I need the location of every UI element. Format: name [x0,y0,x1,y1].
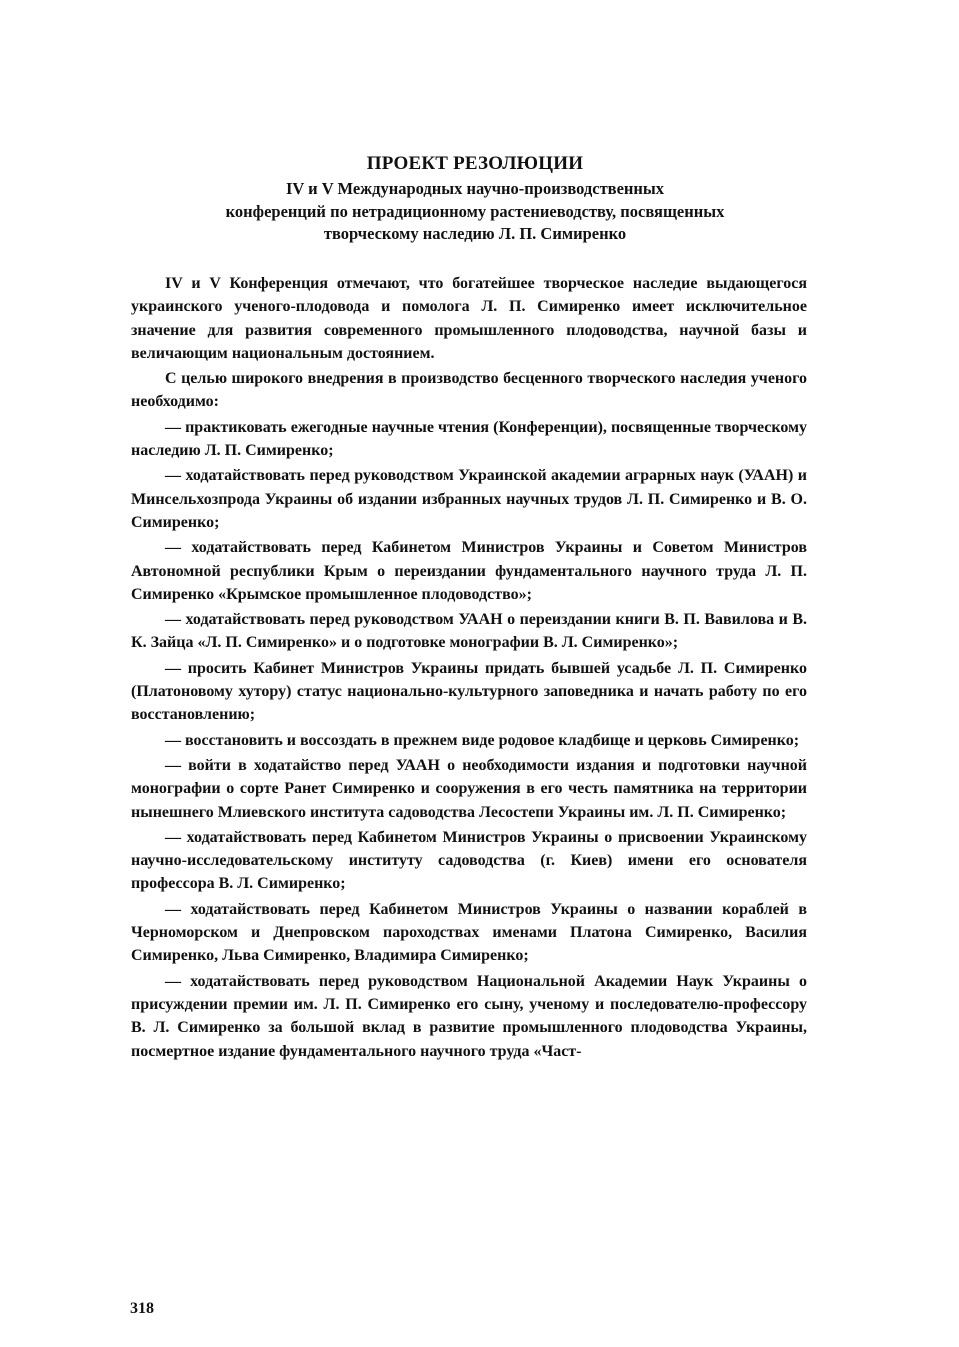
document-title: ПРОЕКТ РЕЗОЛЮЦИИ [366,153,584,174]
paragraph-purpose: С целью широкого внедрения в производство бесценного творческого наследия ученого необходимо: [131,370,807,411]
resolution-item: — ходатайствовать перед Кабинетом Министров Украины о присвоении Украинскому научно-исследовательскому институту садоводства (г. Киев) имени его основателя профессора В. Л. Симиренко; [131,828,807,893]
resolution-item: — ходатайствовать перед Кабинетом Министров Украины и Советом Министров Автономной республики Крым о переиздании фундаментального научного труда Л. П. Симиренко «Крымское промышленное плодоводство»; [131,539,807,603]
resolution-item: — ходатайствовать перед руководством Украинской академии аграрных наук (УААН) и Минсельхозпрода Украины об издании избранных научных трудов Л. П. Симиренко и В. О. Симиренко; [131,467,807,531]
document-body [131,272,807,1065]
resolution-item: — войти в ходатайство перед УААН о необходимости издания и подготовки научной монографии о сорте Ранет Симиренко и сооружения в его честь памятника на территории нынешнего Млиевского института садоводства Лесостепи Украины им. Л. П. Симиренко; [131,756,807,821]
paragraph-intro: IV и V Конференция отмечают, что богатейшее творческое наследие выдающегося украинского ученого-плодовода и помолога Л. П. Симиренко имеет исключительное значение для развития современного промышленного плодоводства, научной базы и величающим национальным достоянием. [131,275,807,362]
resolution-item: — восстановить и воссоздать в прежнем виде родовое кладбище и церковь Симиренко; [165,731,800,749]
resolution-item: — ходатайствовать перед руководством УААН о переиздании книги В. П. Вавилова и В. К. Зайца «Л. П. Симиренко» и о подготовке монографии В. Л. Симиренко»; [131,611,807,652]
resolution-item: — просить Кабинет Министров Украины придать бывшей усадьбе Л. П. Симиренко (Платоновому хутору) статус национально-культурного заповедника и начать работу по его восстановлению; [131,659,807,724]
subtitle-line: творческому наследию Л. П. Симиренко [323,224,627,243]
page-number: 318 [130,1300,154,1317]
document-subtitle [130,178,820,246]
resolution-item: — практиковать ежегодные научные чтения (Конференции), посвященные творческому наследию Л. П. Симиренко; [131,418,807,460]
resolution-item: — ходатайствовать перед Кабинетом Министров Украины о названии кораблей в Черноморском и Днепровском пароходствах именами Платона Симиренко, Василия Симиренко, Льва Симиренко, Владимира Симиренко; [131,900,807,965]
subtitle-line: IV и V Международных научно-производственных [285,179,665,198]
resolution-item: — ходатайствовать перед руководством Национальной Академии Наук Украины о присуждении премии им. Л. П. Симиренко его сыну, ученому и последователю-профессору В. Л. Симиренко за большой вклад в развитие промышленного плодоводства Украины, посмертное издание фундаментального научного труда «Част- [131,972,807,1060]
subtitle-line: конференций по нетрадиционному растениеводству, посвященных [225,201,725,221]
